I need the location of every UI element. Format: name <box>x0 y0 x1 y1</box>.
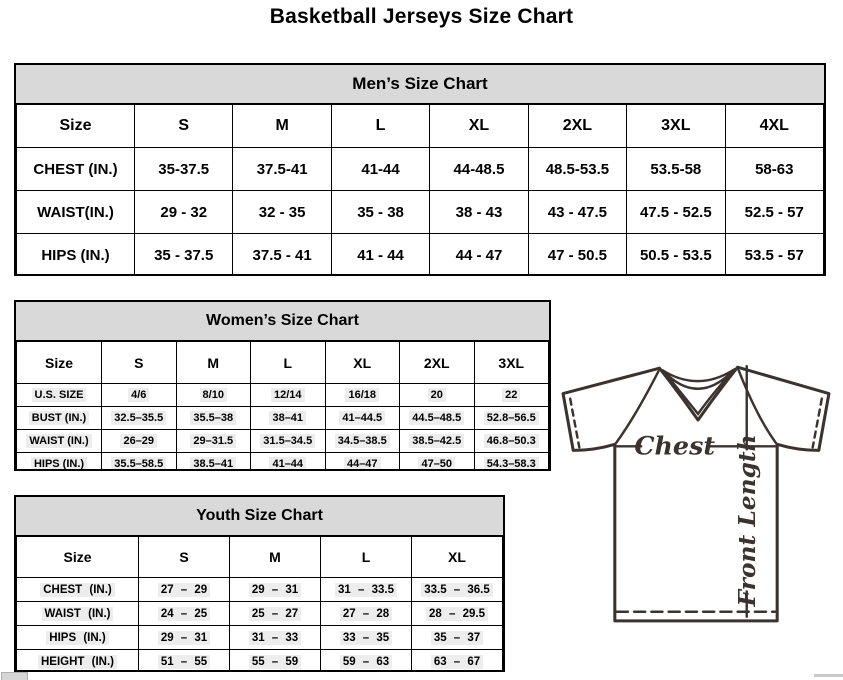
measurement-label-cell <box>17 578 139 602</box>
size-column-label: Size <box>17 342 102 384</box>
measurement-label-cell <box>17 602 139 626</box>
measurement-label-cell <box>17 430 102 453</box>
highlighted-text: WAIST (IN.) <box>26 434 91 448</box>
size-header-cell: XL <box>430 105 528 148</box>
measurement-value-cell <box>321 650 412 673</box>
measurement-value-cell <box>400 384 475 407</box>
highlighted-text: 22 <box>502 388 520 402</box>
measurement-value-cell <box>102 407 177 430</box>
measurement-value-cell <box>325 407 400 430</box>
highlighted-text: 4/6 <box>128 388 149 402</box>
measurement-value-cell: 53.5-58 <box>627 148 725 191</box>
measurement-row <box>17 453 549 472</box>
highlighted-text: 31 – 33 <box>249 631 301 645</box>
measurement-value-cell <box>176 384 251 407</box>
measurement-value-cell <box>400 407 475 430</box>
front-length-label: Front Length <box>732 434 761 607</box>
measurement-row <box>17 191 824 234</box>
highlighted-text: 29–31.5 <box>190 434 236 448</box>
womens-size-chart-section <box>14 300 551 471</box>
highlighted-text: 16/18 <box>345 388 379 402</box>
size-header-cell: 2XL <box>400 342 475 384</box>
measurement-value-cell <box>474 384 549 407</box>
highlighted-text: 54.3–58.3 <box>484 457 539 471</box>
measurement-value-cell <box>139 626 230 650</box>
highlighted-text: 32.5–35.5 <box>111 411 166 425</box>
highlighted-text: 27 – 29 <box>158 583 210 597</box>
size-header-cell: M <box>230 537 321 578</box>
measurement-value-cell: 35 - 38 <box>331 191 429 234</box>
highlighted-text: 29 – 31 <box>158 631 210 645</box>
measurement-value-cell: 53.5 - 57 <box>725 234 823 277</box>
highlighted-text: 44.5–48.5 <box>409 411 464 425</box>
measurement-value-cell <box>474 430 549 453</box>
size-header-cell: L <box>321 537 412 578</box>
womens-size-table <box>16 341 549 471</box>
highlighted-text: BUST (IN.) <box>29 411 89 425</box>
size-header-cell: 4XL <box>725 105 823 148</box>
measurement-value-cell <box>400 430 475 453</box>
measurement-value-cell <box>474 407 549 430</box>
measurement-value-cell: 47 - 50.5 <box>528 234 626 277</box>
measurement-row <box>17 578 503 602</box>
measurement-label-cell <box>17 626 139 650</box>
size-header-cell: S <box>102 342 177 384</box>
jersey-outline-shape <box>563 367 829 621</box>
youth-size-table <box>16 536 503 672</box>
measurement-row <box>17 602 503 626</box>
measurement-value-cell <box>325 453 400 472</box>
highlighted-text: 38–41 <box>269 411 306 425</box>
highlighted-text: 28 – 29.5 <box>426 607 488 621</box>
highlighted-text: 44–47 <box>344 457 381 471</box>
measurement-value-cell: 41 - 44 <box>331 234 429 277</box>
measurement-value-cell <box>102 453 177 472</box>
measurement-value-cell: 35 - 37.5 <box>135 234 233 277</box>
measurement-value-cell <box>321 626 412 650</box>
highlighted-text: HEIGHT (IN.) <box>38 655 117 669</box>
size-header-cell: L <box>251 342 326 384</box>
measurement-label-cell: WAIST(IN.) <box>17 191 135 234</box>
cutoff-ui-fragment-right <box>814 674 843 677</box>
highlighted-text: 51 – 55 <box>158 655 210 669</box>
measurement-label-cell: CHEST (IN.) <box>17 148 135 191</box>
highlighted-text: 41–44.5 <box>339 411 385 425</box>
highlighted-text: 27 – 28 <box>340 607 392 621</box>
measurement-value-cell <box>321 602 412 626</box>
armhole-seam-right <box>739 370 777 443</box>
size-header-cell: S <box>135 105 233 148</box>
measurement-value-cell <box>251 430 326 453</box>
measurement-value-cell: 43 - 47.5 <box>528 191 626 234</box>
youth-size-chart-section <box>14 495 505 672</box>
highlighted-text: 41–44 <box>269 457 306 471</box>
measurement-value-cell <box>325 384 400 407</box>
highlighted-text: 33 – 35 <box>340 631 392 645</box>
highlighted-text: 46.8–50.3 <box>484 434 539 448</box>
measurement-value-cell <box>251 407 326 430</box>
highlighted-text: HIPS (IN.) <box>31 457 87 471</box>
measurement-value-cell <box>412 602 503 626</box>
mens-size-table <box>16 104 824 276</box>
highlighted-text: WAIST (IN.) <box>42 607 114 621</box>
measurement-label-cell: HIPS (IN.) <box>17 234 135 277</box>
size-header-cell: 2XL <box>528 105 626 148</box>
highlighted-text: 31.5–34.5 <box>260 434 315 448</box>
measurement-value-cell: 58-63 <box>725 148 823 191</box>
highlighted-text: 55 – 59 <box>249 655 301 669</box>
measurement-value-cell <box>230 626 321 650</box>
size-header-cell: M <box>233 105 331 148</box>
measurement-value-cell <box>412 578 503 602</box>
highlighted-text: 29 – 31 <box>249 583 301 597</box>
measurement-value-cell <box>102 430 177 453</box>
measurement-label-cell <box>17 650 139 673</box>
highlighted-text: CHEST (IN.) <box>40 583 115 597</box>
measurement-value-cell: 41-44 <box>331 148 429 191</box>
measurement-row <box>17 407 549 430</box>
measurement-value-cell <box>139 578 230 602</box>
measurement-value-cell <box>102 384 177 407</box>
size-column-label: Size <box>17 105 135 148</box>
measurement-label-cell <box>17 407 102 430</box>
measurement-row <box>17 384 549 407</box>
measurement-value-cell <box>412 650 503 673</box>
measurement-value-cell <box>176 453 251 472</box>
jersey-measurement-diagram <box>558 356 834 628</box>
highlighted-text: HIPS (IN.) <box>46 631 108 645</box>
highlighted-text: 25 – 27 <box>249 607 301 621</box>
measurement-value-cell <box>412 626 503 650</box>
measurement-value-cell <box>230 602 321 626</box>
size-header-cell: XL <box>412 537 503 578</box>
size-header-cell: M <box>176 342 251 384</box>
highlighted-text: 38.5–41 <box>190 457 236 471</box>
measurement-label-cell <box>17 453 102 472</box>
highlighted-text: 34.5–38.5 <box>335 434 390 448</box>
mens-size-chart-section <box>14 63 826 276</box>
measurement-row <box>17 148 824 191</box>
measurement-value-cell: 37.5 - 41 <box>233 234 331 277</box>
measurement-value-cell <box>251 384 326 407</box>
size-header-row <box>17 105 824 148</box>
measurement-value-cell: 47.5 - 52.5 <box>627 191 725 234</box>
mens-chart-title: Men’s Size Chart <box>16 65 824 104</box>
measurement-value-cell <box>139 650 230 673</box>
measurement-row <box>17 626 503 650</box>
measurement-value-cell: 44 - 47 <box>430 234 528 277</box>
measurement-value-cell <box>230 650 321 673</box>
womens-chart-title: Women’s Size Chart <box>16 302 549 341</box>
chest-label: Chest <box>634 430 716 461</box>
measurement-value-cell <box>230 578 321 602</box>
size-header-cell: 3XL <box>627 105 725 148</box>
youth-chart-title: Youth Size Chart <box>16 497 503 536</box>
highlighted-text: 63 – 67 <box>431 655 483 669</box>
highlighted-text: 35.5–58.5 <box>111 457 166 471</box>
size-header-cell: L <box>331 105 429 148</box>
measurement-value-cell: 48.5-53.5 <box>528 148 626 191</box>
size-header-row <box>17 537 503 578</box>
measurement-value-cell <box>400 453 475 472</box>
measurement-value-cell <box>251 453 326 472</box>
measurement-value-cell: 50.5 - 53.5 <box>627 234 725 277</box>
size-column-label: Size <box>17 537 139 578</box>
highlighted-text: 35.5–38 <box>190 411 236 425</box>
measurement-value-cell: 32 - 35 <box>233 191 331 234</box>
measurement-label-cell <box>17 384 102 407</box>
highlighted-text: 47–50 <box>418 457 455 471</box>
highlighted-text: 31 – 33.5 <box>335 583 397 597</box>
size-header-cell: S <box>139 537 230 578</box>
measurement-value-cell: 38 - 43 <box>430 191 528 234</box>
measurement-row <box>17 234 824 277</box>
highlighted-text: U.S. SIZE <box>32 388 87 402</box>
highlighted-text: 38.5–42.5 <box>409 434 464 448</box>
measurement-row <box>17 430 549 453</box>
highlighted-text: 26–29 <box>120 434 157 448</box>
measurement-value-cell: 44-48.5 <box>430 148 528 191</box>
measurement-value-cell <box>176 407 251 430</box>
measurement-value-cell <box>321 578 412 602</box>
size-header-row <box>17 342 549 384</box>
measurement-value-cell: 37.5-41 <box>233 148 331 191</box>
measurement-value-cell <box>325 430 400 453</box>
highlighted-text: 35 – 37 <box>431 631 483 645</box>
measurement-value-cell: 52.5 - 57 <box>725 191 823 234</box>
highlighted-text: 24 – 25 <box>158 607 210 621</box>
measurement-value-cell <box>176 430 251 453</box>
measurement-value-cell: 29 - 32 <box>135 191 233 234</box>
highlighted-text: 59 – 63 <box>340 655 392 669</box>
highlighted-text: 12/14 <box>271 388 305 402</box>
measurement-row <box>17 650 503 673</box>
highlighted-text: 8/10 <box>200 388 227 402</box>
measurement-value-cell <box>474 453 549 472</box>
measurement-value-cell: 35-37.5 <box>135 148 233 191</box>
highlighted-text: 52.8–56.5 <box>484 411 539 425</box>
measurement-value-cell <box>139 602 230 626</box>
page-title: Basketball Jerseys Size Chart <box>269 5 574 28</box>
size-header-cell: XL <box>325 342 400 384</box>
size-header-cell: 3XL <box>474 342 549 384</box>
highlighted-text: 33.5 – 36.5 <box>421 583 493 597</box>
highlighted-text: 20 <box>428 388 446 402</box>
